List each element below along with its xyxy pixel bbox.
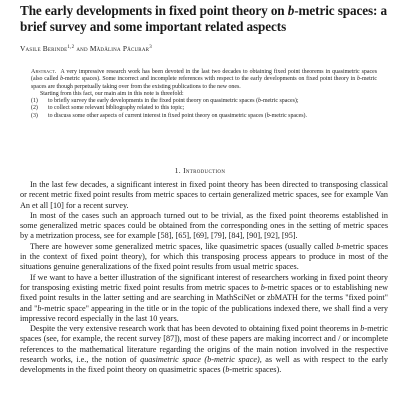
- abstract: [31, 69, 377, 120]
- list-item-text: to briefly survey the early developments in the fixed point theory on quasimetric spaces (b-metric spaces);: [48, 98, 299, 105]
- section-heading: [0, 166, 400, 175]
- body-paragraph: In most of the cases such an approach turned out to be trivial, as the fixed point theorems established in some generalized metric spaces could be obtained from the corresponding ones in the setting of metric spaces by a metrization process, see for example [58], [65], [69], [79], [84], [90], [92], [95].: [20, 210, 388, 241]
- list-item: [31, 98, 377, 105]
- list-item-text: to discuss some other aspects of current interest in fixed point theory on quasimetric spaces (b-metric spaces).: [48, 112, 307, 119]
- section-title: Introduction: [183, 166, 226, 175]
- list-item-number: (1): [31, 98, 38, 105]
- abstract-aims-list: [31, 98, 377, 120]
- list-item-number: (3): [31, 112, 38, 119]
- author-line: [20, 44, 388, 53]
- author-name: Vasile Berinde: [20, 44, 68, 53]
- body-text: [20, 180, 388, 376]
- author-affiliation-mark: 3: [149, 45, 152, 50]
- paper-title: The early developments in fixed point theory on b-metric spaces: a brief survey and some important related aspects: [20, 3, 388, 34]
- author-name: Mădălina Păcurar: [89, 44, 150, 53]
- abstract-aims-intro: Starting from this fact, our main aim in this note is threefold:: [40, 90, 184, 97]
- list-item: [31, 105, 377, 112]
- body-paragraph: If we want to have a better illustration of the significant interest of researchers working in fixed point theory for transposing existing metric fixed point results from metric spaces to b-metric spaces or to establishing new fixed point results in the latter setting and are searching in MathSciNet or zbMATH for the terms "fixed point" and "b-metric space" appearing in the title or in the topic of the publications indexed there, we shall find a very impressive record especially in the last 10 years.: [20, 272, 389, 323]
- author-connector: and: [76, 44, 88, 53]
- author-affiliation-mark: 1,2: [67, 45, 75, 50]
- abstract-label: Abstract.: [31, 69, 57, 75]
- list-item-number: (2): [31, 105, 38, 112]
- list-item: [31, 113, 377, 120]
- abstract-paragraph: [31, 69, 377, 91]
- abstract-text: A very impressive research work has been devoted in the last two decades to obtaining fixed point theorems in quasimetric spaces (also called b-metric spaces). Some incorrect and incomplete references with respect to the early developments on fixed point theory in b-metric spaces are though perpetually taking over from the existing publications to the new ones.: [31, 69, 377, 90]
- body-paragraph: Despite the very extensive research work that has been devoted to obtaining fixed point theorems in b-metric spaces (see, for example, the recent survey [87]), most of these papers are making incorrect and / or incomplete references to the mathematical literature regarding the origins of the main notion involved in the respective research works, i.e., the notion of quasimetric space (b-metric space), as well as with respect to the early developments in the fixed point theory on quasimetric spaces (b-metric spaces).: [20, 324, 388, 375]
- list-item-text: to collect some relevant bibliography related to this topic;: [48, 105, 185, 112]
- body-paragraph: There are however some generalized metric spaces, like quasimetric spaces (usually called b-metric spaces in the context of fixed point theory), for which this transposing process appears to produce in most of the situations genuine generalizations of the fixed point results from usual metric spaces.: [20, 241, 388, 272]
- section-number: 1.: [174, 166, 181, 175]
- body-paragraph: In the last few decades, a significant interest in fixed point theory has been directed to transposing classical or recent metric fixed point results from metric spaces to certain generalized metric spaces, see for example Van An et all [10] for a recent survey.: [20, 180, 388, 210]
